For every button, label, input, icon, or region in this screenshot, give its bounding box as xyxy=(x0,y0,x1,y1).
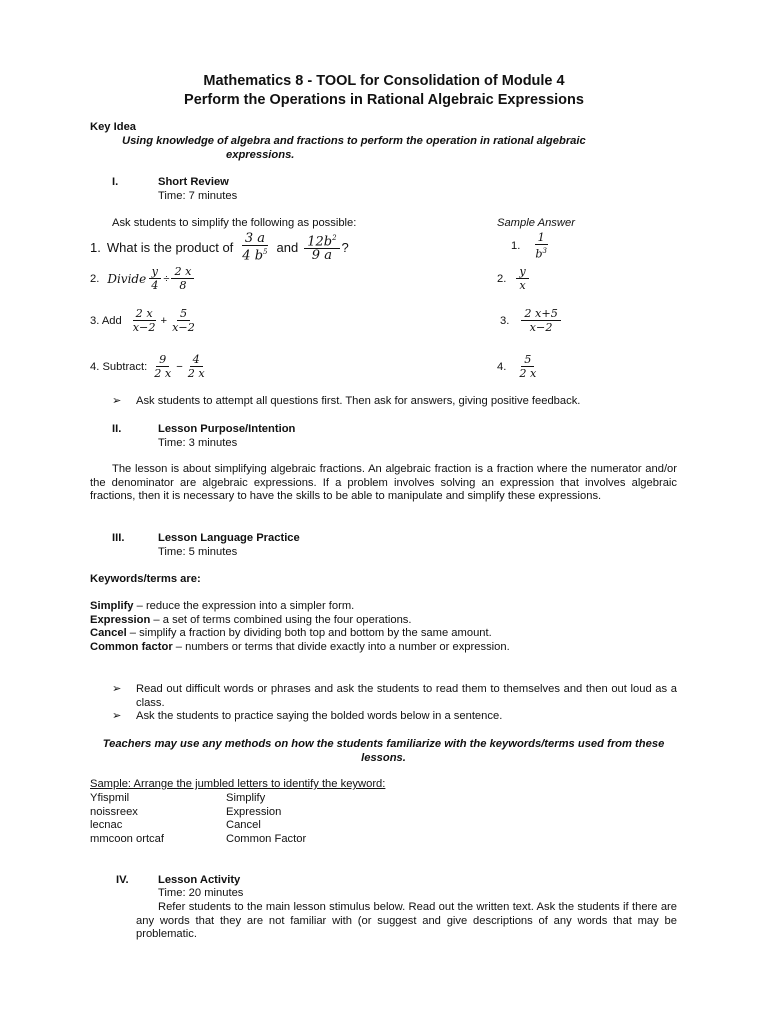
question-1-fraction-2-numerator xyxy=(304,232,339,249)
section-2-number: II. xyxy=(112,423,122,435)
answer-1-exponent: 3 xyxy=(542,247,547,255)
question-2 xyxy=(90,265,196,292)
question-1-fraction-1-denominator xyxy=(239,246,270,262)
review-bullet xyxy=(112,395,677,409)
arrow-bullet-icon: ➢ xyxy=(112,395,122,407)
question-1-fraction-1-numerator: 3 a xyxy=(242,232,268,246)
question-4-fraction-2-numerator: 4 xyxy=(190,353,203,367)
question-1-fraction-1 xyxy=(239,232,270,262)
jumbled-scrambled: Yfispmil xyxy=(90,792,130,804)
answer-2 xyxy=(497,265,531,292)
keyword-simplify xyxy=(90,600,354,612)
section-1-time: Time: 7 minutes xyxy=(158,190,238,202)
keyword-definition: – simplify a fraction by dividing both top and bottom by the same amount. xyxy=(126,627,492,639)
question-2-fraction-1 xyxy=(148,265,161,292)
answer-3-denominator: x−2 xyxy=(529,321,553,334)
key-idea-label: Key Idea xyxy=(90,121,137,133)
section-2-time: Time: 3 minutes xyxy=(158,437,238,449)
arrow-bullet-icon: ➢ xyxy=(112,710,122,722)
section-1-number: I. xyxy=(112,176,119,188)
question-3-fraction-2 xyxy=(169,307,198,334)
jumbled-answer: Cancel xyxy=(226,819,261,831)
answer-1-numerator: 1 xyxy=(535,231,548,245)
answer-4-numerator: 5 xyxy=(521,353,534,367)
question-1-fraction-2-denominator: 9 a xyxy=(311,248,332,264)
key-idea-text-line2: expressions. xyxy=(226,149,295,161)
question-3 xyxy=(90,307,200,334)
jumbled-scrambled: mmcoon ortcaf xyxy=(90,833,164,845)
question-3-number: 3. Add xyxy=(90,314,122,327)
question-2-fraction-2-numerator: 2 x xyxy=(171,265,194,279)
answer-1-fraction xyxy=(532,231,550,261)
question-4-operator: − xyxy=(176,360,183,373)
question-3-operator: + xyxy=(160,314,168,327)
answer-4-denominator: 2 x xyxy=(519,367,537,380)
answer-2-numerator: y xyxy=(516,265,528,279)
answer-3-numerator: 2 x+5 xyxy=(521,307,560,321)
keyword-definition: – numbers or terms that divide exactly into a number or expression. xyxy=(172,641,510,653)
sample-heading: Sample: Arrange the jumbled letters to identify the keyword: xyxy=(90,778,386,790)
practice-bullet-2 xyxy=(112,710,677,724)
question-4-fraction-2 xyxy=(185,353,208,380)
document-title: Mathematics 8 - TOOL for Consolidation of Module 4 xyxy=(203,73,565,89)
question-2-fraction-2 xyxy=(171,265,194,292)
review-bullet-text: Ask students to attempt all questions first. Then ask for answers, giving positive feedback. xyxy=(136,395,581,407)
sample-answer-label: Sample Answer xyxy=(497,217,575,229)
answer-1-denominator-base: b xyxy=(535,247,543,261)
question-3-fraction-1 xyxy=(130,307,159,334)
question-1-fraction-2 xyxy=(304,232,339,262)
practice-bullet-1-text: Read out difficult words or phrases and ask the students to read them to themselves and then out loud as a class. xyxy=(136,683,677,709)
keyword-cancel xyxy=(90,627,492,639)
answer-3-number: 3. xyxy=(500,314,510,327)
question-2-fraction-2-denominator: 8 xyxy=(179,279,187,292)
answer-4-number: 4. xyxy=(497,360,507,373)
question-1-conjunction: and xyxy=(276,239,299,255)
answer-4 xyxy=(497,353,541,380)
jumbled-answer: Simplify xyxy=(226,792,266,804)
keyword-definition: – reduce the expression into a simpler form. xyxy=(133,600,355,612)
jumbled-answer: Common Factor xyxy=(226,833,307,845)
keyword-term: Cancel xyxy=(90,627,127,639)
practice-bullet-1 xyxy=(112,683,677,710)
question-1-end: ? xyxy=(341,239,349,255)
answer-2-fraction xyxy=(516,265,528,292)
question-3-fraction-2-denominator: x−2 xyxy=(172,321,195,334)
question-4 xyxy=(90,353,210,380)
practice-bullet-2-text: Ask the students to practice saying the bolded words below in a sentence. xyxy=(136,710,503,722)
answer-4-fraction xyxy=(516,353,539,380)
question-4-fraction-2-denominator: 2 x xyxy=(187,367,205,380)
question-1-text: What is the product of xyxy=(106,239,234,255)
answer-2-denominator: x xyxy=(519,279,526,292)
key-idea-text-line1: Using knowledge of algebra and fractions to perform the operation in rational algebraic xyxy=(122,135,586,147)
keyword-term: Expression xyxy=(90,614,151,626)
question-2-label: Divide xyxy=(107,271,147,286)
section-4-title: Lesson Activity xyxy=(158,874,241,886)
jumbled-scrambled: noissreex xyxy=(90,806,138,818)
question-4-fraction-1-denominator: 2 x xyxy=(154,367,172,380)
arrow-bullet-icon: ➢ xyxy=(112,683,122,695)
keyword-common-factor xyxy=(90,641,510,653)
jumbled-answer: Expression xyxy=(226,806,282,818)
section-2-title: Lesson Purpose/Intention xyxy=(158,423,296,435)
question-1-number: 1. xyxy=(90,239,101,255)
document-subtitle: Perform the Operations in Rational Algebraic Expressions xyxy=(184,92,584,108)
section-4-time: Time: 20 minutes xyxy=(158,887,244,899)
purpose-paragraph: The lesson is about simplifying algebraic fractions. An algebraic fraction is a fraction where the numerator and/or the denominator are algebraic expressions. If a problem involves solving an expression that involves algebraic fractions, then it is necessary to have the skills to be able to manipulate and simplify these expressions. xyxy=(90,463,677,503)
question-4-fraction-1 xyxy=(151,353,174,380)
question-2-operator: ÷ xyxy=(163,272,170,285)
section-4-number: IV. xyxy=(116,874,129,886)
question-2-fraction-1-numerator: y xyxy=(149,265,161,279)
section-3-number: III. xyxy=(112,532,125,544)
answer-1 xyxy=(511,231,552,261)
answer-1-number: 1. xyxy=(511,239,521,252)
keyword-expression xyxy=(90,614,412,626)
keyword-term: Common factor xyxy=(90,641,173,653)
answer-3-fraction xyxy=(521,307,560,334)
section-3-title: Lesson Language Practice xyxy=(158,532,300,544)
section-3-time: Time: 5 minutes xyxy=(158,546,238,558)
activity-paragraph: Refer students to the main lesson stimulus below. Read out the written text. Ask the students if there are any words that they are not familiar with (or suggest and give descriptions of any words that may be problematic. xyxy=(136,901,677,941)
question-1-fraction-2-exponent: 2 xyxy=(332,234,337,242)
section-1-title: Short Review xyxy=(158,176,229,188)
question-3-fraction-2-numerator: 5 xyxy=(177,307,190,321)
keyword-term: Simplify xyxy=(90,600,134,612)
answer-1-denominator xyxy=(532,245,550,261)
question-3-fraction-1-denominator: x−2 xyxy=(132,321,156,334)
question-1-fraction-1-exponent: 5 xyxy=(263,248,268,256)
jumbled-scrambled: lecnac xyxy=(90,819,123,831)
teachers-note: Teachers may use any methods on how the students familiarize with the keywords/terms used from these lessons. xyxy=(102,738,665,764)
review-intro: Ask students to simplify the following as possible: xyxy=(112,217,357,229)
question-1 xyxy=(90,232,349,262)
question-2-fraction-1-denominator: 4 xyxy=(151,279,159,292)
answer-3 xyxy=(500,307,563,334)
question-3-fraction-1-numerator: 2 x xyxy=(133,307,156,321)
question-1-fraction-2-numerator-base: 12b xyxy=(307,234,333,250)
answer-2-number: 2. xyxy=(497,272,507,285)
question-2-number: 2. xyxy=(90,272,100,285)
question-4-number: 4. Subtract: xyxy=(90,360,148,373)
question-1-fraction-1-denominator-base: 4 b xyxy=(242,248,264,264)
question-4-fraction-1-numerator: 9 xyxy=(156,353,169,367)
keyword-definition: – a set of terms combined using the four operations. xyxy=(150,614,412,626)
keywords-heading: Keywords/terms are: xyxy=(90,573,201,585)
